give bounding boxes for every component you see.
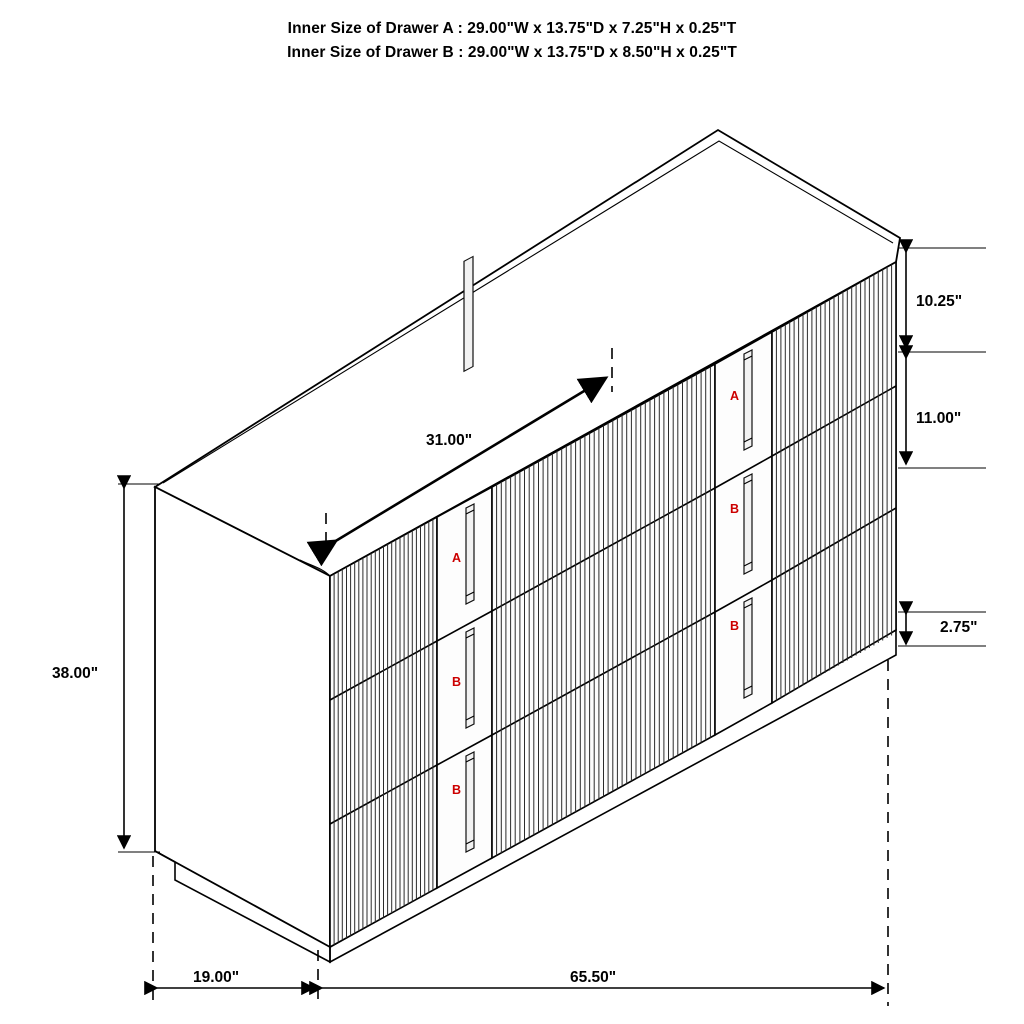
- dimension-10-25-label: 10.25": [916, 293, 963, 310]
- label-drawer-center-middle: B: [452, 675, 462, 689]
- dimension-left-height: [52, 484, 160, 852]
- dimension-65-50-label: 65.50": [570, 969, 617, 986]
- dimension-38-00-label: 38.00": [52, 665, 99, 682]
- handle-left-a[interactable]: [464, 257, 473, 372]
- label-drawer-right-top: A: [730, 389, 740, 403]
- handle-b-left-bottom[interactable]: [466, 752, 474, 852]
- label-drawer-right-middle: B: [730, 502, 740, 516]
- dimension-right-stack: [898, 248, 986, 646]
- handle-b-right-mid[interactable]: [744, 474, 752, 574]
- header-line-2: Inner Size of Drawer B : 29.00"W x 13.75"D x 8.50"H x 0.25"T: [287, 44, 737, 61]
- dimension-11-00-label: 11.00": [916, 410, 962, 427]
- dimension-2-75-label: 2.75": [940, 619, 978, 636]
- dimension-19-00-label: 19.00": [193, 969, 240, 986]
- label-drawer-center-bottom: B: [452, 783, 462, 797]
- label-drawer-center-top: A: [452, 551, 462, 565]
- label-drawer-right-bottom: B: [730, 619, 740, 633]
- handle-b-left-mid[interactable]: [466, 628, 474, 728]
- header-line-1: Inner Size of Drawer A : 29.00"W x 13.75"D x 7.25"H x 0.25"T: [287, 20, 737, 37]
- handle-b-right-bottom[interactable]: [744, 598, 752, 698]
- drawer-column-right: [772, 262, 896, 703]
- handle-a-left[interactable]: [466, 504, 474, 604]
- drawer-column-left: [330, 517, 437, 947]
- dimension-31-label: 31.00": [426, 432, 473, 449]
- handle-a-right[interactable]: [744, 350, 752, 450]
